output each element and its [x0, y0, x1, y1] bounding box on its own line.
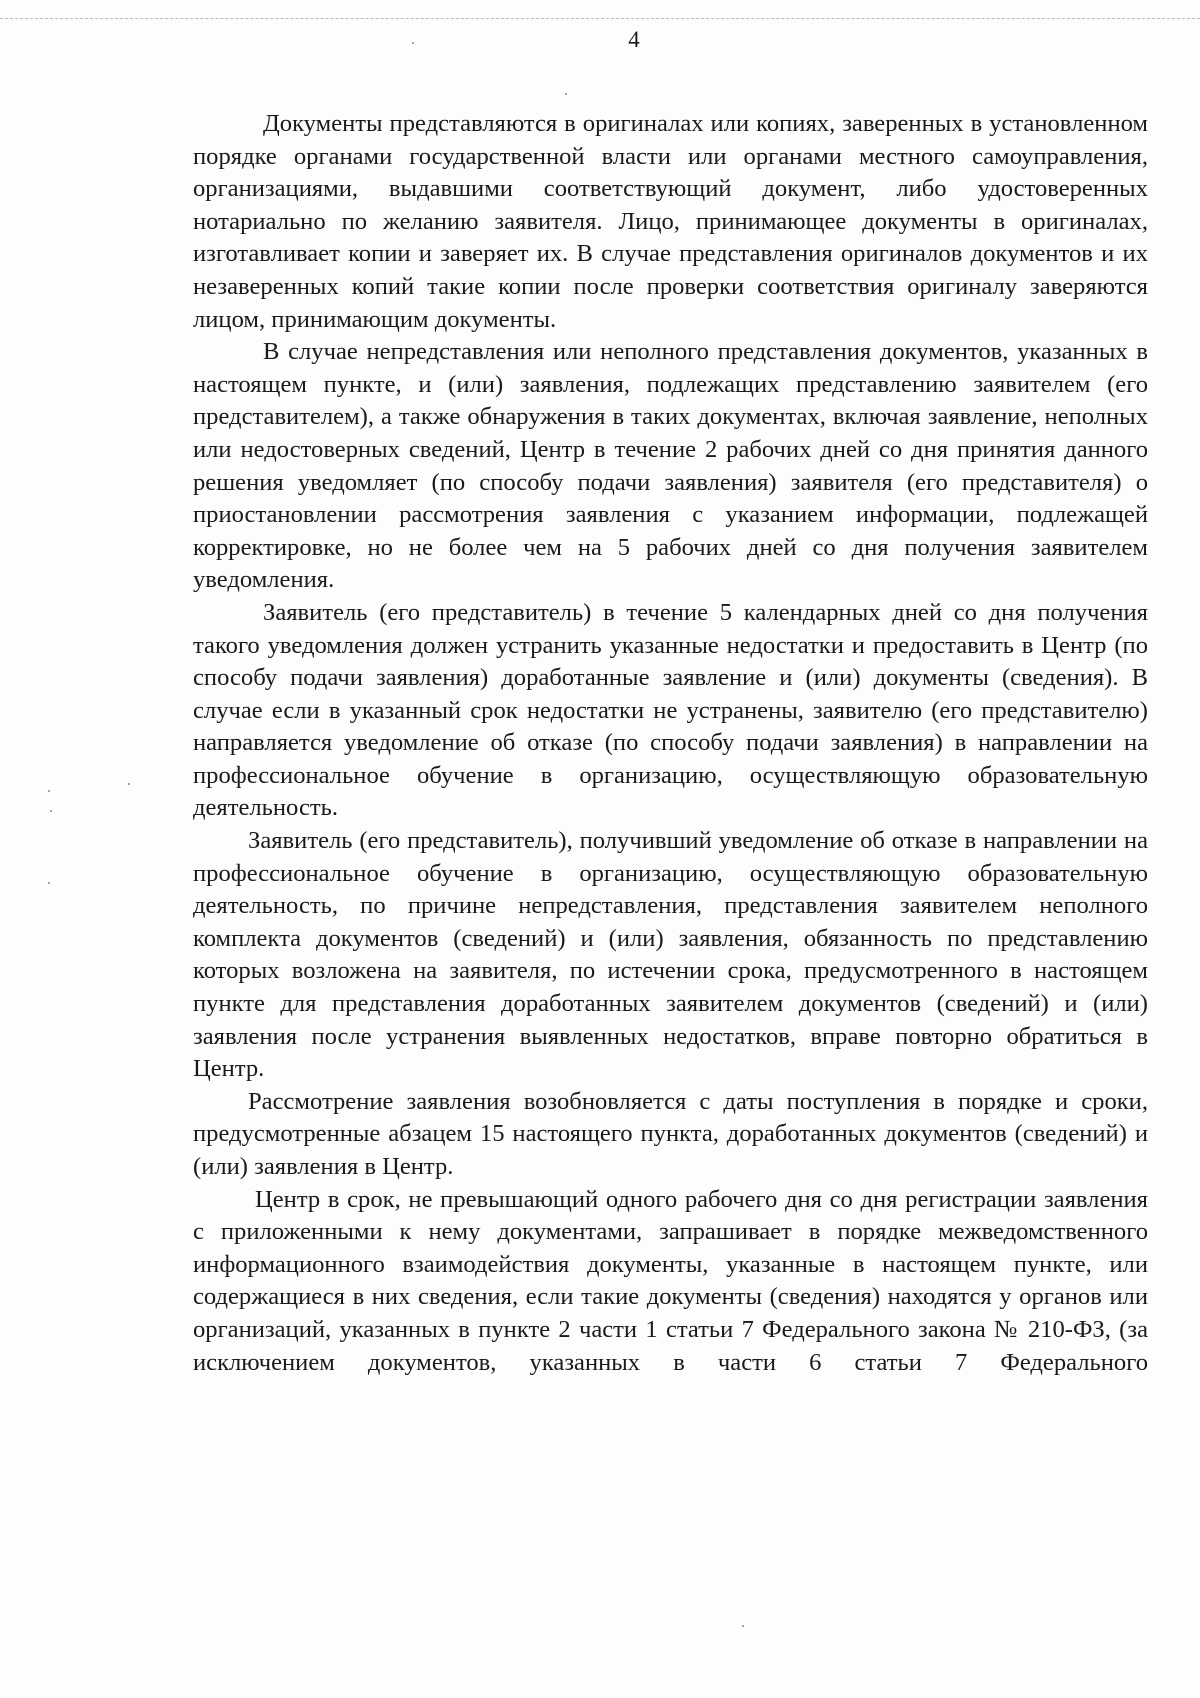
scan-speck	[742, 1625, 744, 1627]
scan-top-edge	[0, 18, 1200, 19]
scan-speck	[128, 783, 130, 785]
paragraph-interagency-request: Центр в срок, не превышающий одного рабочего дня со дня регистрации заявления с приложенными к нему документами, запрашивает в порядке межведомственного информационного взаимодействия документы, указанные в настоящем пункте, или содержащиеся в них сведения, если такие документы (сведения) находятся у органов или организаций, указанных в пункте 2 части 1 статьи 7 Федерального закона № 210-ФЗ, (за исключением документов, указанных в части 6 статьи 7 Федерального	[193, 1185, 1148, 1376]
paragraph-review-resumed: Рассмотрение заявления возобновляется с даты поступления в порядке и сроки, предусмотренные абзацем 15 настоящего пункта, доработанных документов (сведений) и (или) заявления в Центр.	[193, 1087, 1148, 1180]
scan-speck	[48, 882, 50, 884]
scan-speck	[565, 93, 567, 95]
page-number: 4	[628, 27, 640, 52]
scan-speck	[50, 810, 52, 812]
document-body	[193, 108, 1148, 1379]
paragraph-documents-originals: Документы представляются в оригиналах или копиях, заверенных в установленном порядке органами государственной власти или органами местного самоуправления, организациями, выдавшими соответствующий документ, либо удостоверенных нотариально по желанию заявителя. Лицо, принимающее документы в оригиналах, изготавливает копии и заверяет их. В случае представления оригиналов документов и их незаверенных копий такие копии после проверки соответствия оригиналу заверяются лицом, принимающим документы.	[193, 110, 1148, 333]
paragraph-incomplete-documents: В случае непредставления или неполного представления документов, указанных в настоящем пункте, и (или) заявления, подлежащих представлению заявителем (его представителем), а также обнаружения в таких документах, включая заявление, неполных или недостоверных сведений, Центр в течение 2 рабочих дней со дня принятия данного решения уведомляет (по способу подачи заявления) заявителя (его представителя) о приостановлении рассмотрения заявления с указанием информации, подлежащей корректировке, но не более чем на 5 рабочих дней со дня получения заявителем уведомления.	[193, 338, 1148, 594]
scan-speck	[48, 790, 50, 792]
paragraph-applicant-corrections: Заявитель (его представитель) в течение 5 календарных дней со дня получения такого уведомления должен устранить указанные недостатки и предоставить в Центр (по способу подачи заявления) доработанные заявление и (или) документы (сведения). В случае если в указанный срок недостатки не устранены, заявителю (его представителю) направляется уведомление об отказе (по способу подачи заявления) в направлении на профессиональное обучение в организацию, осуществляющую образовательную деятельность.	[193, 598, 1148, 822]
paragraph-refusal-reapply: Заявитель (его представитель), получивший уведомление об отказе в направлении на профессиональное обучение в организацию, осуществляющую образовательную деятельность, по причине непредставления, представления заявителем неполного комплекта документов (сведений) и (или) заявления, обязанность по представлению которых возложена на заявителя, по истечении срока, предусмотренного в настоящем пункте для представления доработанных заявителем документов (сведений) и (или) заявления после устранения выявленных недостатков, вправе повторно обратиться в Центр.	[193, 827, 1148, 1083]
